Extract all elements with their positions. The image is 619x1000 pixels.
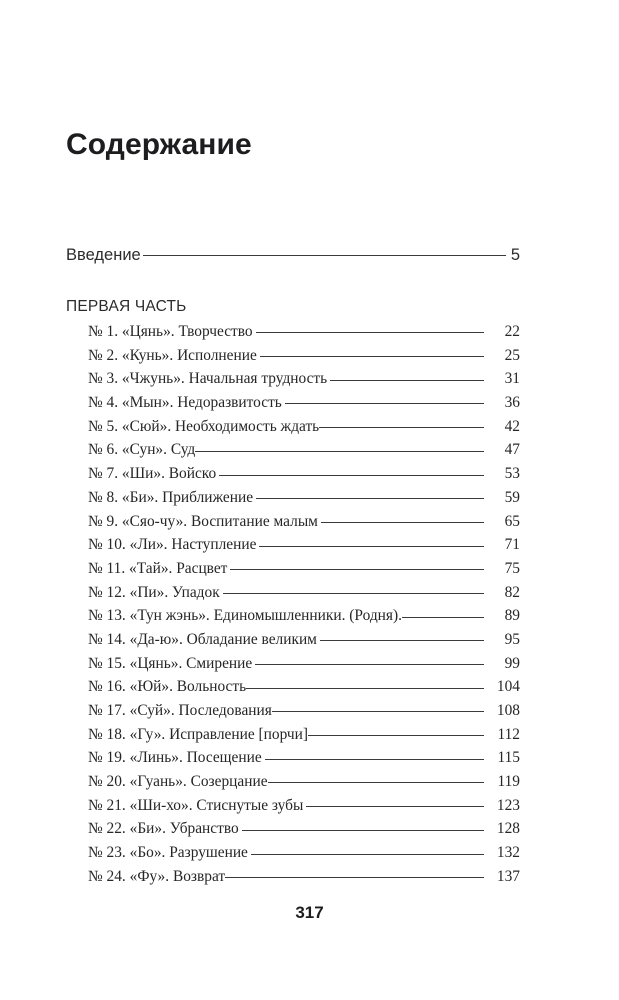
leader-line <box>308 723 484 738</box>
leader-line <box>143 243 506 260</box>
toc-entry[interactable] <box>88 699 520 723</box>
toc-entry-label: № 7. «Ши». Войско <box>88 465 217 483</box>
leader-line <box>259 534 484 549</box>
toc-entry[interactable] <box>88 581 520 605</box>
toc-entry[interactable] <box>88 794 520 818</box>
toc-entry-label: № 2. «Кунь». Исполнение <box>88 346 257 364</box>
leader-line <box>330 368 484 383</box>
leader-line <box>230 557 484 572</box>
toc-entry-page: 5 <box>510 245 520 264</box>
toc-entry[interactable] <box>88 652 520 676</box>
toc-entry-page: 36 <box>504 394 520 412</box>
toc-entry-label: № 15. «Цянь». Смирение <box>88 654 253 672</box>
leader-line <box>268 771 484 786</box>
toc-entry[interactable] <box>88 746 520 770</box>
toc-entry-page: 65 <box>504 512 520 530</box>
folio-page-number: 317 <box>295 903 324 922</box>
toc-entry[interactable] <box>88 344 520 368</box>
toc-entry-label: № 18. «Гу». Исправление [порчи] <box>88 725 308 743</box>
leader-line <box>260 344 484 359</box>
toc-entry-label: № 22. «Би». Убранство <box>88 820 239 838</box>
leader-line <box>219 463 484 478</box>
leader-line <box>242 818 484 833</box>
toc-entry-page: 95 <box>504 630 520 648</box>
toc-chapter-list <box>66 320 520 889</box>
leader-line <box>256 486 484 501</box>
toc-entry-label: № 23. «Бо». Разрушение <box>88 844 248 862</box>
page-title: Содержание <box>66 128 252 162</box>
leader-line <box>319 415 484 430</box>
toc-entry-page: 47 <box>504 441 520 459</box>
toc-entry-page: 99 <box>504 654 520 672</box>
toc-entry-page: 31 <box>504 370 520 388</box>
toc-entry-page: 137 <box>496 867 520 885</box>
toc-entry-page: 22 <box>504 323 520 340</box>
toc-entry-label: № 14. «Да-ю». Обладание великим <box>88 630 317 648</box>
toc-entry-page: 119 <box>497 773 520 791</box>
leader-line <box>402 605 484 620</box>
toc-entry[interactable] <box>88 817 520 841</box>
toc-entry[interactable] <box>88 320 520 344</box>
toc-entry[interactable] <box>88 841 520 865</box>
leader-line <box>251 842 484 857</box>
leader-line <box>256 321 484 336</box>
toc-entry-label: № 6. «Сун». Суд <box>88 441 196 459</box>
toc-entry[interactable] <box>88 675 520 699</box>
leader-line <box>223 581 484 596</box>
toc-entry-label: № 10. «Ли». Наступление <box>88 536 257 554</box>
toc-part-heading: ПЕРВАЯ ЧАСТЬ <box>66 298 187 315</box>
toc-entry-label: № 17. «Суй». Последования <box>88 702 272 719</box>
toc-entry[interactable] <box>88 367 520 391</box>
leader-line <box>195 439 484 454</box>
toc-entry[interactable] <box>88 770 520 794</box>
leader-line <box>321 510 484 525</box>
toc-entry-page: 132 <box>496 844 520 862</box>
toc-entry-label: № 9. «Сяо-чу». Воспитание малым <box>88 512 318 530</box>
leader-line <box>225 865 484 880</box>
leader-line <box>272 700 484 715</box>
toc-entry[interactable] <box>88 604 520 628</box>
toc-entry-label: № 8. «Би». Приближение <box>88 488 254 506</box>
toc-entry-label: № 13. «Тун жэнь». Единомышленники. (Родня). <box>88 607 402 625</box>
toc-entry-label: № 21. «Ши-хо». Стиснутые зубы <box>88 796 304 814</box>
toc-entry-page: 108 <box>496 702 520 719</box>
toc-entry[interactable] <box>88 533 520 557</box>
table-of-contents <box>66 243 520 889</box>
toc-entry-page: 123 <box>496 796 520 814</box>
toc-entry-page: 112 <box>497 725 520 743</box>
toc-entry-page: 59 <box>504 488 520 506</box>
toc-entry-page: 128 <box>496 820 520 838</box>
toc-entry-label: № 19. «Линь». Посещение <box>88 749 262 767</box>
toc-entry-label: № 4. «Мын». Недоразвитость <box>88 394 282 412</box>
toc-entry[interactable] <box>88 510 520 534</box>
toc-entry-label: № 16. «Юй». Вольность <box>88 678 247 696</box>
leader-line <box>255 652 484 667</box>
toc-entry[interactable] <box>88 462 520 486</box>
toc-entry-page: 115 <box>497 749 520 767</box>
leader-line <box>246 676 484 691</box>
toc-entry-label: № 3. «Чжунь». Начальная трудность <box>88 370 328 388</box>
toc-entry-page: 71 <box>504 536 520 554</box>
toc-entry-label: № 5. «Сюй». Необходимость ждать <box>88 417 320 435</box>
toc-entry-label: № 12. «Пи». Упадок <box>88 583 220 601</box>
leader-line <box>265 747 484 762</box>
toc-entry-label: № 1. «Цянь». Творчество <box>88 323 253 340</box>
toc-entry[interactable] <box>88 438 520 462</box>
toc-entry[interactable] <box>88 415 520 439</box>
toc-entry[interactable] <box>88 557 520 581</box>
toc-entry-page: 89 <box>504 607 520 625</box>
toc-entry-page: 25 <box>504 346 520 364</box>
leader-line <box>320 629 484 644</box>
toc-entry-page: 53 <box>504 465 520 483</box>
toc-entry-page: 42 <box>504 417 520 435</box>
toc-entry[interactable] <box>88 628 520 652</box>
toc-entry-page: 82 <box>504 583 520 601</box>
toc-entry-introduction[interactable] <box>66 243 520 267</box>
toc-entry[interactable] <box>88 391 520 415</box>
toc-entry[interactable] <box>88 723 520 747</box>
leader-line <box>285 392 484 407</box>
toc-entry-label: Введение <box>66 245 141 264</box>
toc-entry-page: 75 <box>504 559 520 577</box>
leader-line <box>306 794 484 809</box>
toc-entry-label: № 20. «Гуань». Созерцание <box>88 773 268 791</box>
toc-entry-page: 104 <box>496 678 520 696</box>
toc-entry-label: № 24. «Фу». Возврат <box>88 867 226 885</box>
toc-entry[interactable] <box>88 865 520 889</box>
toc-entry-label: № 11. «Тай». Расцвет <box>88 559 228 577</box>
toc-entry[interactable] <box>88 486 520 510</box>
